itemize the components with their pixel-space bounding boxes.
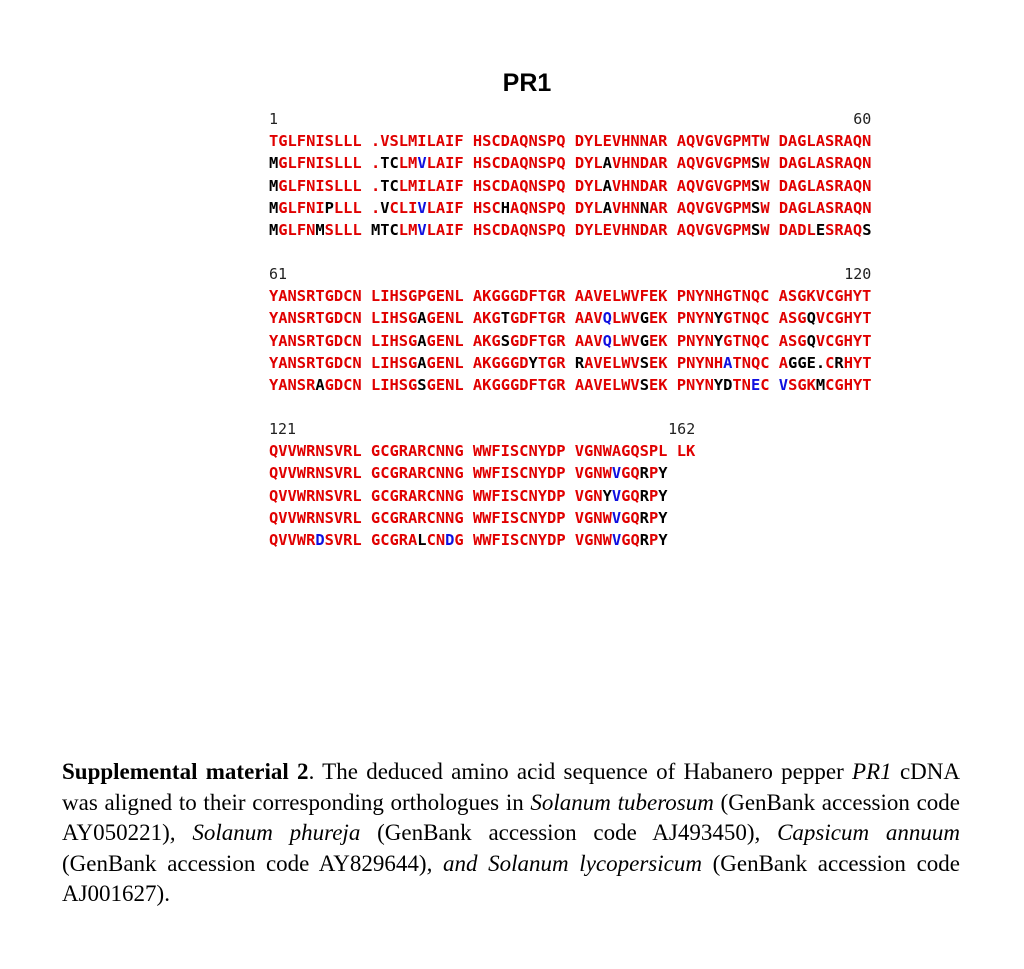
- sequence-segment: D: [445, 531, 455, 550]
- sequence-segment: Q: [602, 331, 612, 350]
- sequence-segment: E: [815, 221, 826, 240]
- sequence-segment: Y: [658, 508, 668, 527]
- sequence-segment: QVVWRNSVRL GCGRARCNNG WWFISCNYDP VGNW: [269, 464, 612, 483]
- position-end: 162: [668, 420, 696, 438]
- sequence-segment: GTNQC ASG: [723, 309, 807, 328]
- sequence-segment: TC: [380, 154, 399, 173]
- sequence-segment: QVVWRNSVRL GCGRARCNNG WWFISCNYDP VGN: [269, 486, 603, 505]
- sequence-segment: CLI: [389, 198, 418, 217]
- sequence-segment: Y: [658, 464, 668, 483]
- sequence-segment: GLFNI: [278, 198, 325, 217]
- sequence-segment: YANSR: [269, 376, 316, 395]
- sequence: [269, 309, 871, 327]
- sequence-segment: S: [417, 376, 427, 395]
- sequence-segment: QVVWR: [269, 531, 316, 550]
- position-end: 120: [844, 265, 872, 283]
- sequence-segment: VHNDAR AQVGVGPM: [611, 154, 751, 173]
- caption-text: , and: [426, 850, 489, 876]
- sequence-segment: LLL .: [333, 198, 381, 217]
- sequence-segment: G WWFISCNYDP VGNW: [454, 531, 612, 550]
- sequence-segment: V: [611, 531, 622, 550]
- sequence: [269, 132, 871, 150]
- sequence-segment: S: [639, 353, 650, 372]
- sequence-segment: TNQC A: [732, 353, 789, 372]
- sequence-segment: YD: [713, 376, 733, 395]
- sequence-segment: YANSRTGDCN LIHSGPGENL AKGGGDFTGR AAVELWVFEK PNYNHGTNQC ASGKVCGHYT: [269, 287, 872, 305]
- sequence-segment: VHNDAR AQVGVGPM: [611, 176, 751, 195]
- sequence-segment: R: [639, 464, 649, 483]
- caption-text: ,: [754, 820, 778, 845]
- sequence-segment: GENL AKG: [426, 309, 501, 328]
- sequence-segment: MTC: [370, 221, 399, 240]
- sequence-segment: E: [750, 376, 761, 395]
- sequence-segment: GENL AKGGGDFTGR AAVELWV: [426, 376, 640, 395]
- sequence: [269, 509, 668, 527]
- sequence-segment: GDFTGR AAV: [509, 309, 603, 328]
- sequence-segment: VHN: [612, 198, 640, 217]
- sequence: [269, 354, 872, 372]
- sequence-segment: A: [417, 353, 427, 372]
- sequence-segment: GLFNISLLL .: [278, 176, 381, 195]
- sequence-segment: T: [500, 309, 510, 328]
- sequence-segment: GQ: [621, 464, 640, 483]
- figure-title: PR1: [502, 69, 552, 97]
- sequence-segment: GGE.: [788, 353, 826, 372]
- sequence-segment: V: [417, 154, 427, 173]
- caption-species: Capsicum annuum: [777, 820, 960, 845]
- caption-species: Solanum tuberosum: [530, 789, 714, 815]
- sequence-segment: GQ: [621, 486, 640, 505]
- sequence-segment: C: [825, 353, 835, 372]
- sequence-segment: V: [611, 508, 622, 527]
- position-end: 60: [853, 110, 872, 128]
- sequence: [269, 199, 872, 217]
- sequence-segment: V: [611, 486, 622, 505]
- sequence-segment: P: [324, 198, 334, 217]
- sequence: [269, 287, 871, 305]
- sequence-segment: QVVWRNSVRL GCGRARCNNG WWFISCNYDP VGNW: [269, 508, 612, 527]
- sequence-segment: V: [778, 376, 789, 395]
- sequence-segment: GQ: [621, 508, 640, 527]
- caption-text: (GenBank accession code AJ493450): [360, 820, 755, 845]
- sequence-segment: Q: [806, 331, 816, 350]
- sequence-segment: M: [269, 198, 279, 217]
- caption-label: Supplemental material 2: [62, 759, 309, 784]
- sequence-segment: SLLL: [324, 221, 371, 240]
- sequence-segment: AR AQVGVGPM: [649, 198, 752, 217]
- sequence-segment: CGHYT: [825, 376, 872, 395]
- sequence-segment: LMILAIF HSCDAQNSPQ DYL: [398, 176, 603, 195]
- sequence-segment: LAIF HSCDAQNSPQ DYLEVHNDAR AQVGVGPM: [426, 221, 751, 240]
- sequence-segment: EK PNYN: [649, 309, 714, 328]
- sequence-segment: M: [269, 221, 279, 240]
- sequence-segment: G: [639, 331, 650, 350]
- sequence-segment: EK PNYNH: [649, 353, 724, 372]
- position-start: 61: [269, 265, 288, 283]
- sequence-segment: M: [815, 376, 826, 395]
- sequence-segment: SRAQ: [825, 221, 863, 240]
- sequence-segment: S: [750, 154, 761, 173]
- sequence: [269, 332, 871, 350]
- sequence-segment: P: [648, 464, 659, 483]
- sequence-segment: V: [417, 198, 427, 217]
- sequence-segment: A: [602, 154, 612, 173]
- sequence-segment: AVELWV: [584, 353, 640, 372]
- sequence-segment: GDCN LIHSG: [324, 376, 418, 395]
- caption-gene: PR1: [852, 759, 892, 784]
- sequence-segment: G: [639, 309, 650, 328]
- caption-species: Solanum phureja: [192, 820, 361, 845]
- sequence-segment: Y: [713, 309, 724, 328]
- sequence-segment: V: [417, 221, 427, 240]
- sequence-segment: LM: [398, 154, 418, 173]
- sequence: [269, 177, 871, 195]
- sequence-segment: GTNQC ASG: [723, 331, 807, 350]
- sequence-segment: A: [417, 331, 427, 350]
- caption-text: ,: [169, 820, 193, 845]
- caption-text: (GenBank accession code AY829644): [62, 850, 427, 876]
- sequence-segment: S: [750, 176, 761, 195]
- sequence-segment: GENL AKG: [426, 331, 501, 350]
- sequence-segment: M: [315, 221, 325, 240]
- sequence-segment: VCGHYT: [815, 309, 872, 328]
- sequence-segment: R: [834, 353, 844, 372]
- sequence-segment: R: [574, 353, 585, 372]
- sequence-segment: W DAGLASRAQN: [760, 154, 872, 173]
- sequence-segment: Q: [806, 309, 816, 328]
- sequence-segment: Y: [528, 353, 538, 372]
- sequence-segment: A: [602, 198, 612, 217]
- sequence-segment: GDFTGR AAV: [509, 331, 603, 350]
- sequence-segment: QVVWRNSVRL GCGRARCNNG WWFISCNYDP VGNWAGQSPL LK: [269, 442, 696, 460]
- sequence-segment: YANSRTGDCN LIHSG: [269, 353, 418, 372]
- sequence-segment: LWV: [611, 331, 640, 350]
- sequence-segment: A: [417, 309, 427, 328]
- sequence: [269, 464, 668, 482]
- sequence-segment: AQNSPQ DYL: [510, 198, 603, 217]
- sequence-segment: Y: [713, 331, 724, 350]
- sequence-segment: Y: [658, 486, 668, 505]
- sequence-segment: D: [315, 531, 325, 550]
- sequence-segment: Q: [602, 309, 612, 328]
- caption-species: Solanum lycopersicum: [488, 850, 702, 876]
- figure-caption: [62, 757, 960, 910]
- sequence-segment: P: [648, 508, 659, 527]
- sequence-segment: LAIF HSC: [426, 198, 501, 217]
- sequence-segment: R: [639, 486, 649, 505]
- sequence: [269, 376, 872, 394]
- sequence-segment: S: [750, 221, 761, 240]
- sequence-segment: M: [269, 154, 279, 173]
- sequence-segment: L: [417, 531, 427, 550]
- sequence-segment: GQ: [621, 531, 640, 550]
- sequence-segment: LWV: [611, 309, 640, 328]
- sequence-segment: GLFNISLLL .: [278, 154, 381, 173]
- sequence-segment: TN: [732, 376, 751, 395]
- sequence-segment: CN: [426, 531, 446, 550]
- sequence-segment: N: [639, 198, 650, 217]
- sequence-segment: GENL AKGGGD: [426, 353, 529, 372]
- sequence-segment: S: [500, 331, 510, 350]
- sequence-segment: Y: [658, 531, 668, 550]
- sequence-segment: YANSRTGDCN LIHSG: [269, 309, 418, 328]
- position-start: 121: [269, 420, 297, 438]
- caption-text: . The deduced amino acid sequence of Habanero pepper: [308, 759, 853, 784]
- sequence-segment: H: [500, 198, 511, 217]
- caption-text: (GenBank accession code AJ001627).: [62, 850, 960, 906]
- sequence: [269, 531, 668, 549]
- sequence-segment: A: [315, 376, 325, 395]
- sequence-segment: W DADL: [760, 221, 816, 240]
- sequence-segment: EK PNYN: [649, 331, 714, 350]
- sequence-segment: SVRL GCGRA: [324, 531, 418, 550]
- sequence-segment: P: [648, 486, 659, 505]
- sequence-segment: EK PNYN: [648, 376, 714, 395]
- sequence: [269, 487, 668, 505]
- sequence-segment: W DAGLASRAQN: [760, 198, 872, 217]
- sequence-segment: TC: [380, 176, 399, 195]
- sequence-segment: R: [639, 531, 650, 550]
- sequence-segment: V: [611, 464, 622, 483]
- sequence-segment: HYT: [843, 353, 872, 372]
- sequence-segment: TGR: [537, 353, 575, 372]
- sequence-segment: R: [639, 508, 649, 527]
- caption-text: cDNA was aligned to their corresponding orthologues in: [62, 759, 960, 815]
- sequence-segment: VCGHYT: [815, 331, 872, 350]
- sequence: [269, 154, 871, 172]
- sequence: [269, 221, 871, 239]
- sequence-segment: TGLFNISLLL .VSLMILAIF HSCDAQNSPQ DYLEVHNNAR AQVGVGPMTW DAGLASRAQN: [269, 132, 872, 150]
- sequence-segment: LAIF HSCDAQNSPQ DYL: [426, 154, 603, 173]
- position-start: 1: [269, 110, 279, 128]
- sequence-segment: A: [602, 176, 612, 195]
- sequence-segment: LM: [398, 221, 418, 240]
- sequence: [269, 442, 695, 460]
- sequence-segment: S: [862, 221, 872, 240]
- sequence-segment: Y: [602, 486, 612, 505]
- sequence-segment: GLFN: [278, 221, 316, 240]
- sequence-segment: C: [760, 376, 779, 395]
- sequence-segment: S: [639, 376, 649, 395]
- sequence-segment: M: [269, 176, 279, 195]
- sequence-segment: W DAGLASRAQN: [760, 176, 872, 195]
- sequence-segment: S: [751, 198, 761, 217]
- sequence-segment: SGK: [788, 376, 816, 395]
- caption-text: (GenBank accession code AY050221): [62, 789, 960, 845]
- sequence-segment: YANSRTGDCN LIHSG: [269, 331, 418, 350]
- sequence-segment: P: [649, 531, 659, 550]
- sequence-segment: A: [723, 353, 733, 372]
- sequence-segment: V: [380, 198, 390, 217]
